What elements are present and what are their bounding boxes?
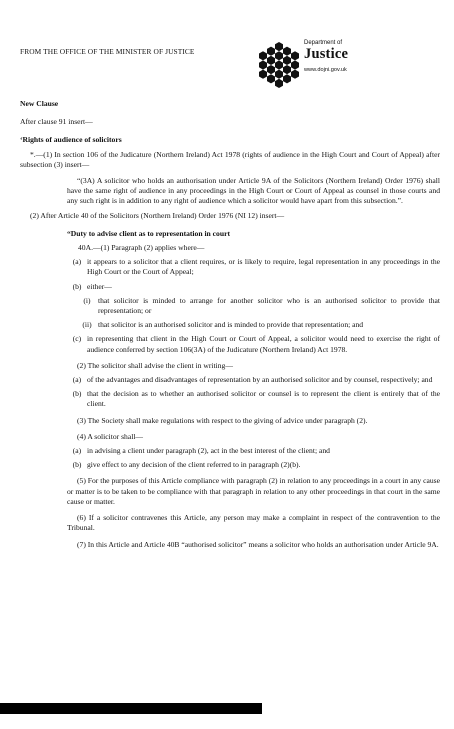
article-40a-para-7: (7) In this Article and Article 40B “authorised solicitor” means a solicitor who holds an authorisation under Article 9A.	[77, 539, 439, 549]
item-label: (a)	[72, 446, 82, 456]
logo-url: www.dojni.gov.uk	[304, 67, 347, 73]
item-label: (b)	[72, 460, 82, 470]
item-text: that solicitor is an authorised solicitor and is minded to provide that representation; and	[98, 320, 364, 330]
para-4-item-a	[67, 446, 440, 456]
para-1-item-b-i	[76, 296, 440, 316]
article-40a-para-6: (6) If a solicitor contravenes this Article, any person may make a complaint in respect of the contravention to the Tribunal.	[67, 513, 440, 533]
logo-wordmark	[304, 40, 348, 73]
heading-new-clause: New Clause	[20, 99, 59, 108]
subsection-2: (2) After Article 40 of the Solicitors (Northern Ireland) Order 1976 (NI 12) insert—	[30, 210, 285, 220]
department-logo-icon	[254, 39, 304, 89]
para-1-item-a	[67, 257, 440, 277]
item-text: that solicitor is minded to arrange for another solicitor who is an authorised solicitor to provide that representation; or	[98, 295, 440, 316]
article-40a-para-4: (4) A solicitor shall—	[77, 431, 144, 441]
subsection-1: *.—(1) In section 106 of the Judicature (Northern Ireland) Act 1978 (rights of audience in the High Court and Court of Appeal) after subsection (3) insert—	[20, 149, 440, 169]
item-label: (ii)	[82, 320, 92, 330]
item-text: in representing that client in the High Court or Court of Appeal, a solicitor would need to exercise the right of audience conferred by section 106(3A) of the Judicature (Northern Ireland) Act 1978.	[87, 334, 440, 354]
item-text: it appears to a solicitor that a client requires, or is likely to require, legal representation in any proceedings in the High Court or the Court of Appeal;	[87, 257, 440, 277]
amendment-body	[20, 99, 440, 550]
item-text: of the advantages and disadvantages of representation by an authorised solicitor and by counsel, respectively; and	[87, 375, 433, 385]
heading-duty-to-advise: “Duty to advise client as to representation in court	[67, 228, 230, 238]
article-40a-para-1: 40A.—(1) Paragraph (2) applies where—	[78, 243, 205, 253]
item-label: (i)	[83, 295, 91, 305]
item-label: (a)	[72, 257, 82, 267]
item-text: give effect to any decision of the client referred to in paragraph (2)(b).	[87, 460, 301, 470]
para-2-item-a	[67, 375, 440, 385]
item-label: (b)	[72, 281, 82, 291]
logo-justice: Justice	[304, 46, 349, 62]
item-text: either—	[87, 281, 112, 291]
footer-bar	[0, 703, 262, 714]
quoted-subsection-3a: “(3A) A solicitor who holds an authorisation under Article 9A of the Solicitors (Northern Ireland) Order 1976) shall have the same right of audience in any proceedings in the High Court or Court of Appeal as counsel in those courts and any such right is in addition to any right of audience which a solicitor would have apart from this subsection.”.	[67, 176, 440, 206]
para-1-item-b	[67, 282, 440, 292]
para-1-item-c	[67, 334, 440, 354]
item-text: that the decision as to whether an authorised solicitor or counsel is to represent the client is entirely that of the client.	[87, 389, 440, 409]
para-4-item-b	[67, 460, 440, 470]
instruction: After clause 91 insert—	[20, 117, 93, 127]
article-40a-para-3: (3) The Society shall make regulations with respect to the giving of advice under paragraph (2).	[77, 415, 368, 425]
item-label: (b)	[72, 389, 82, 399]
item-text: in advising a client under paragraph (2), act in the best interest of the client; and	[87, 446, 330, 456]
office-header: FROM THE OFFICE OF THE MINISTER OF JUSTICE	[20, 47, 195, 56]
article-40a-para-2: (2) The solicitor shall advise the client in writing—	[77, 360, 233, 370]
item-label: (c)	[72, 334, 82, 344]
item-label: (a)	[72, 375, 82, 385]
article-40a-para-5: (5) For the purposes of this Article compliance with paragraph (2) in relation to any proceedings in a court in any cause or matter is to be taken to be compliance with that paragraph in relation to any other proceedings in that court in the same cause or matter.	[67, 476, 440, 506]
logo-department: Department of	[304, 40, 343, 46]
clause-title: ‘Rights of audience of solicitors	[20, 135, 122, 145]
para-1-item-b-ii	[76, 320, 440, 330]
para-2-item-b	[67, 389, 440, 409]
